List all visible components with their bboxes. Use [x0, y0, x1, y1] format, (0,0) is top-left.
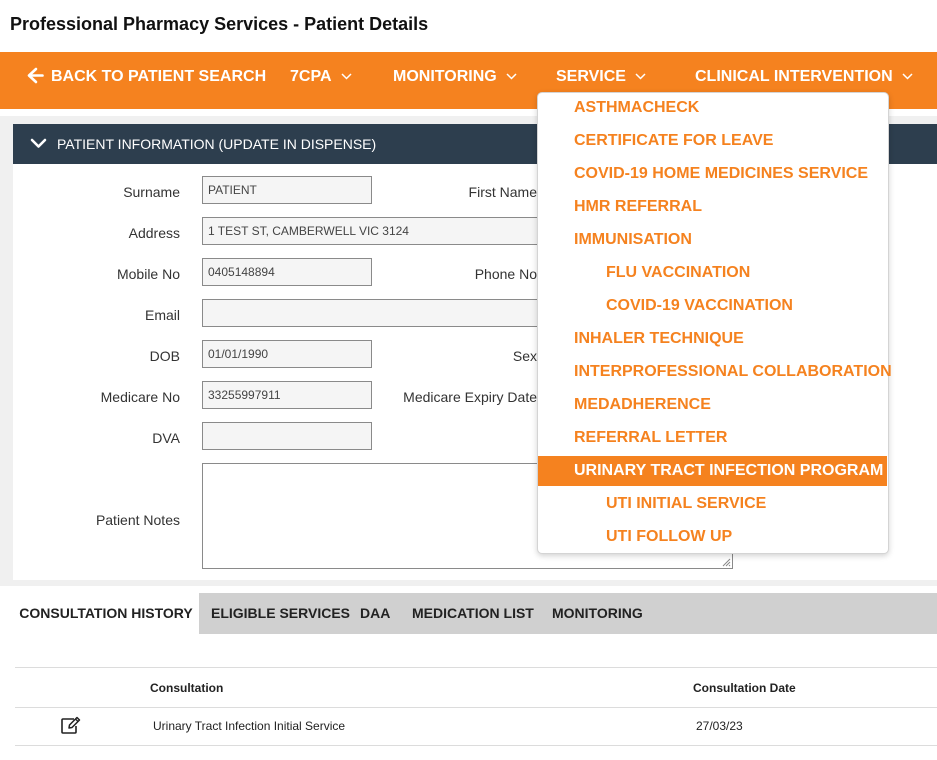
menu-item-interprofessional-collaboration[interactable]: INTERPROFESSIONAL COLLABORATION	[574, 363, 892, 380]
tab-monitoring[interactable]: MONITORING	[552, 605, 643, 621]
patient-notes-label: Patient Notes	[95, 512, 180, 528]
menu-item-uti-program[interactable]: URINARY TRACT INFECTION PROGRAM	[538, 456, 887, 486]
menu-item-referral-letter[interactable]: REFERRAL LETTER	[574, 429, 728, 446]
menu-item-immunisation[interactable]: IMMUNISATION	[574, 231, 692, 248]
back-link-label: BACK TO PATIENT SEARCH	[51, 68, 267, 85]
consultation-cell: Urinary Tract Infection Initial Service	[153, 719, 346, 733]
nav-monitoring[interactable]	[393, 52, 517, 109]
medicare-label: Medicare No	[100, 389, 180, 405]
dob-label: DOB	[149, 348, 180, 364]
menu-item-flu-vaccination[interactable]: FLU VACCINATION	[606, 264, 751, 281]
page-title: Professional Pharmacy Services - Patient Details	[10, 14, 429, 34]
table-header-divider	[15, 707, 937, 708]
menu-item-uti-initial-service[interactable]: UTI INITIAL SERVICE	[606, 495, 767, 512]
dva-field[interactable]	[202, 422, 372, 450]
email-field[interactable]	[202, 299, 542, 327]
mobile-label: Mobile No	[116, 266, 180, 282]
email-label: Email	[144, 307, 180, 323]
patient-info-header-label: PATIENT INFORMATION (UPDATE IN DISPENSE)	[57, 136, 377, 152]
menu-item-certificate-for-leave[interactable]: CERTIFICATE FOR LEAVE	[574, 132, 774, 149]
resize-handle-icon[interactable]	[721, 557, 731, 567]
mobile-field[interactable]: 0405148894	[202, 258, 372, 286]
chevron-down-icon	[902, 73, 913, 80]
sex-label: Sex	[512, 348, 537, 364]
consultation-table	[13, 634, 937, 760]
surname-label: Surname	[123, 184, 180, 200]
menu-item-covid-vaccination[interactable]: COVID-19 VACCINATION	[606, 297, 793, 314]
chevron-down-icon	[341, 73, 352, 80]
nav-service-label: SERVICE	[556, 68, 626, 85]
tab-eligible-services[interactable]: ELIGIBLE SERVICES	[211, 605, 350, 621]
nav-7cpa-label: 7CPA	[290, 68, 332, 85]
nav-7cpa[interactable]	[290, 52, 352, 109]
consultation-date-cell: 27/03/23	[696, 719, 743, 733]
table-top-divider	[15, 667, 937, 668]
medicare-expiry-label: Medicare Expiry Date	[403, 389, 537, 405]
chevron-down-icon	[635, 73, 646, 80]
address-field[interactable]: 1 TEST ST, CAMBERWELL VIC 3124	[202, 217, 542, 245]
tab-daa[interactable]: DAA	[360, 605, 391, 621]
menu-item-covid-home-medicines[interactable]: COVID-19 HOME MEDICINES SERVICE	[574, 165, 868, 182]
menu-item-medadherence[interactable]: MEDADHERENCE	[574, 396, 711, 413]
service-dropdown-menu	[537, 92, 892, 554]
edit-icon[interactable]	[60, 716, 82, 735]
nav-monitoring-label: MONITORING	[393, 68, 497, 85]
first-name-label: First Name	[468, 184, 537, 200]
arrow-left-icon	[27, 67, 44, 84]
chevron-down-icon	[30, 138, 47, 149]
menu-item-asthmacheck[interactable]: ASTHMACHECK	[574, 99, 700, 116]
address-label: Address	[128, 225, 180, 241]
table-row-divider	[15, 745, 937, 746]
column-header-consultation: Consultation	[150, 681, 224, 695]
chevron-down-icon	[506, 73, 517, 80]
menu-item-inhaler-technique[interactable]: INHALER TECHNIQUE	[574, 330, 744, 347]
surname-field[interactable]: PATIENT	[202, 176, 372, 204]
medicare-field[interactable]: 33255997911	[202, 381, 372, 409]
column-header-consultation-date: Consultation Date	[693, 681, 796, 695]
dob-field[interactable]: 01/01/1990	[202, 340, 372, 368]
menu-item-hmr-referral[interactable]: HMR REFERRAL	[574, 198, 702, 215]
tab-medication-list[interactable]: MEDICATION LIST	[412, 605, 534, 621]
tabs-bar	[13, 593, 937, 634]
menu-item-uti-follow-up[interactable]: UTI FOLLOW UP	[606, 528, 733, 545]
nav-clinical-intervention-label: CLINICAL INTERVENTION	[695, 68, 893, 85]
back-to-patient-search-link[interactable]	[27, 52, 266, 109]
tab-consultation-history[interactable]: CONSULTATION HISTORY	[13, 593, 199, 634]
dva-label: DVA	[152, 430, 180, 446]
phone-label: Phone No	[474, 266, 537, 282]
